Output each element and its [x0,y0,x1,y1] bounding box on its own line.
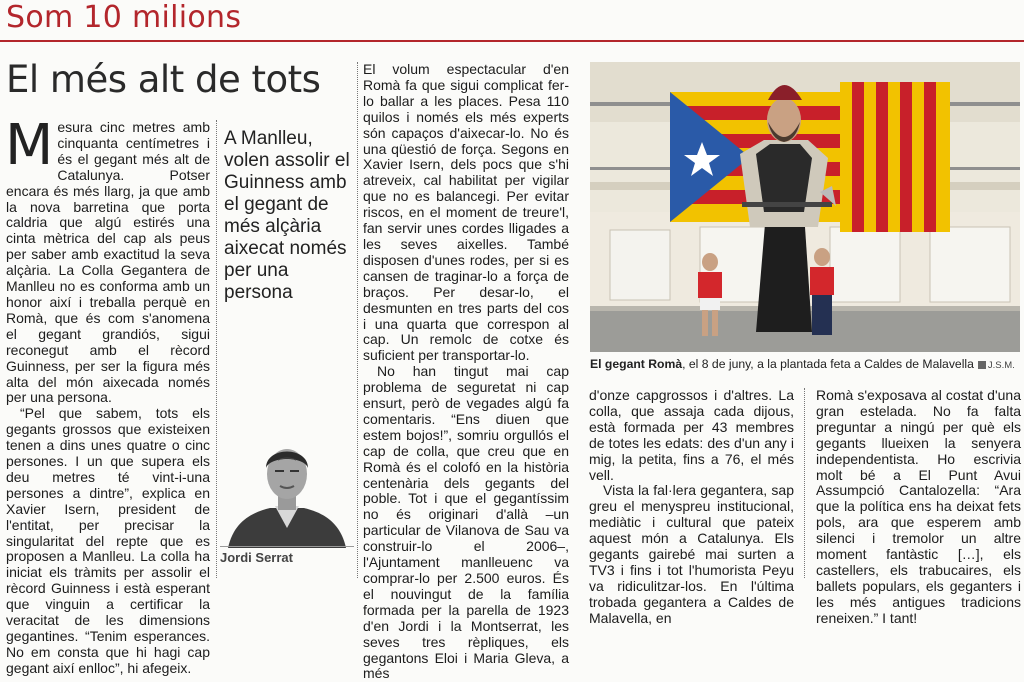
paragraph: Vista la fal·lera gegantera, sap greu el menyspreu institucional, mediàtic i cultural que pateix aquest món a Catalunya. Els gegants gairebé mai surten a TV3 i fins i tot l'humorista Peyu va ridiculitzar-los. En l'última trobada gegantera a Caldes de Malavella, en [589,482,794,626]
author-name: Jordi Serrat [220,546,354,565]
photo-credit: J.S.M. [987,360,1015,371]
caption-text: , el 8 de juny, a la plantada feta a Caldes de Malavella [682,357,974,371]
article-column-5 [816,388,1021,627]
section-title: Som 10 milions [6,0,242,35]
paragraph [5,113,210,406]
author-photo [220,432,354,548]
paragraph: “Pel que sabem, tots els gegants grossos que existeixen tenen a dins unes quatre o cinc persones. I un que supera els deu metres té vint-i-una persones a dintre”, explica en Xavier Isern, president de l'entitat, per precisar la singularitat del repte que es proposen a Manlleu. La colla ha iniciat els tràmits per assolir el rècord Guinness i està esperant que vinguin a certificar la veracitat de les dimensions gegantines. “Tenim esperances. No em consta que hi hagi cap gegant així enlloc”, hi afegeix. [6,405,210,676]
article-column-1 [5,113,210,677]
credit-square-icon [978,361,986,369]
headline: El més alt de tots [6,58,321,101]
column-divider [357,62,358,578]
giant-photo [590,62,1020,352]
paragraph-text: esura cinc metres amb cinquanta centímetres i és el gegant més alt de Catalunya. Potser encara és més llarg, ja que amb la nova barretina que porta caldria que algú estirés una cinta mètrica del cap als peus per saber amb exactitud la seva alçària. La Colla Gegantera de Manlleu no es conforma amb un honor així i treballa perquè en Romà, que és com s'anomena el gegant grandiós, sigui reconegut amb el rècord Guinness, per ser la figura més alta del món aixecada només per una persona. [6,119,210,406]
section-rule [0,40,1024,42]
senyera-flag [840,82,950,232]
article-column-4 [589,388,794,627]
paragraph: d'onze capgrossos i d'altres. La colla, que assaja cada dijous, està formada per 43 membres de totes les edats: des d'un any i mig, la petita, fins a 76, el més vell. [589,387,794,483]
column-divider [216,120,217,578]
dropcap: M [5,113,54,178]
paragraph: Romà s'exposava al costat d'una gran estelada. No fa falta preguntar a ningú per què els gegants llueixen la senyera independentista. Ho escrivia molt bé a El Punt Avui Assumpció Cantalozella: “Ara que la política ens ha deixat fets pols, ara que esperem amb silenci i tremolor un altre moment fantàstic […], els castellers, els trabucaires, els ballets populars, els geganters i les més antigues tradicions reneixen.” I tant! [816,387,1021,626]
photo-caption [590,357,1022,371]
pull-quote: A Manlleu, volen assolir el Guinness amb el gegant de més alçària aixecat només per una persona [224,128,350,303]
caption-bold: El gegant Romà [590,357,683,371]
paragraph: El volum espectacular d'en Romà fa que sigui complicat fer-lo ballar a les places. Pesa 110 quilos i només els més experts són capaços d'aixecar-lo. No és una qüestió de força. Segons en Xavier Isern, dels pocs que s'hi atreveix, cal habilitat per vigilar que no es balancegi. Per evitar riscos, en el moment de treure'l, fan servir unes cordes lligades a les seves aixelles. També disposen d'unes rodes, per si es cansen de traginar-lo a força de braços. Per desar-lo, el desmunten en tres parts del cos i una quarta que correspon al cap. Un remolc de cotxe és suficient per transportar-lo. [363,61,569,364]
column-divider [804,388,805,578]
article-column-3 [363,62,569,682]
paragraph: No han tingut mai cap problema de seguretat ni cap ensurt, però de vegades algú fa comentaris. “Ens diuen que estem bojos!”, somriu orgullós el cap de colla, que creu que en Romà és el colofó en la història centenària dels gegants del poble. Tot i que el gegantíssim no és originari d'allà –un particular de Vilanova de Sau va construir-lo el 2006–, l'Ajuntament manlleuenc va comprar-lo per 2.500 euros. És el nouvingut de la família formada per la parella de 1923 d'en Jordi i la Montserrat, les seves tres rèpliques, els gegantons Eloi i Maria Gleva, a més [363,363,569,682]
